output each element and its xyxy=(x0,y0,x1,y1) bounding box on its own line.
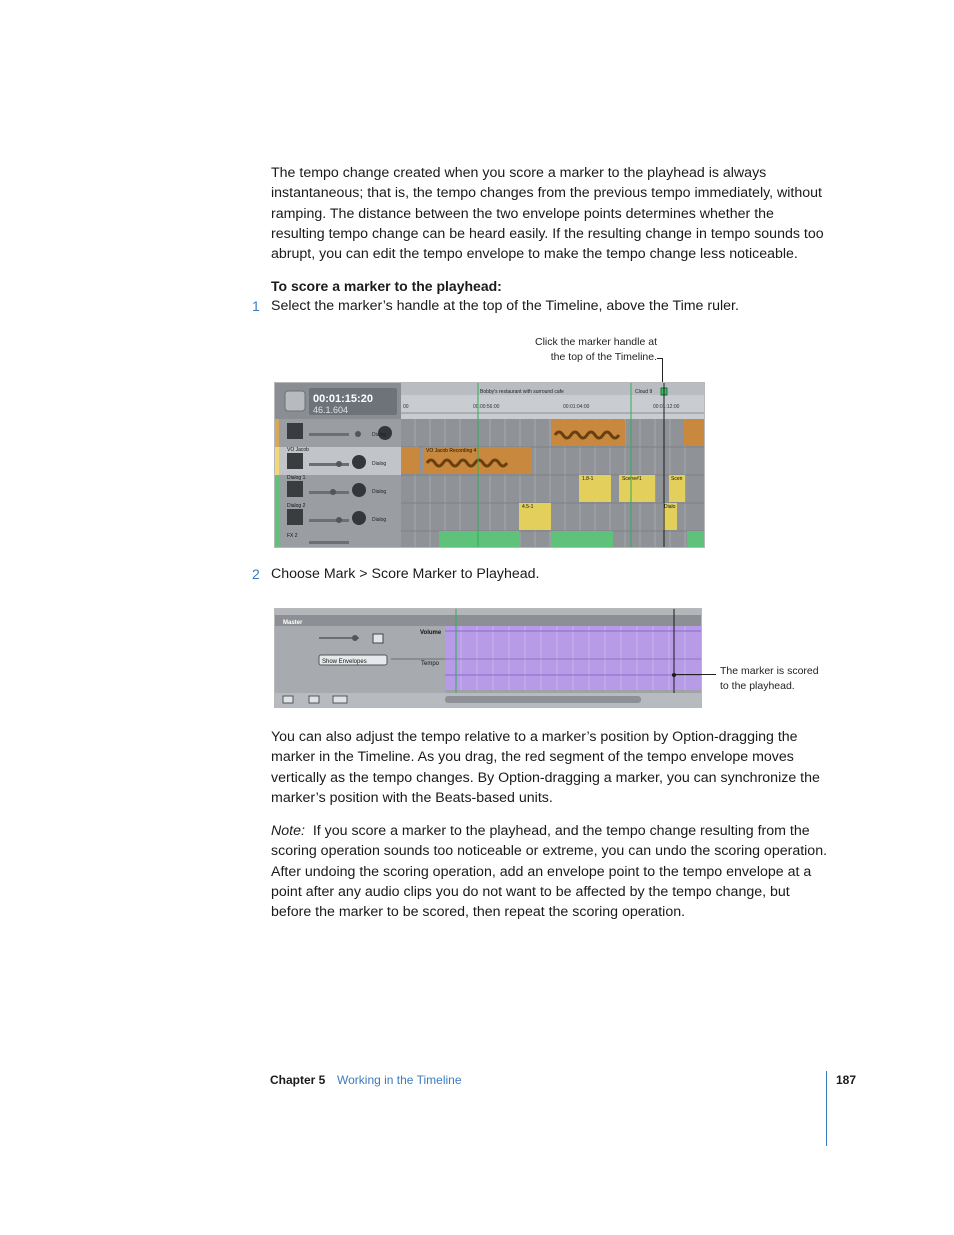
clip-label: Scen xyxy=(671,476,683,482)
intro-paragraph: The tempo change created when you score a marker to the playhead is always instantaneous; that is, the tempo changes from the previous tempo immediately, without ramping. The distance between the two envelope points determines whether the resulting tempo change can be heard easily. If the resulting change in tempo sounds too abrupt, you can edit the tempo envelope to make the tempo change less noticeable. xyxy=(271,165,824,263)
page-number: 187 xyxy=(836,1073,857,1087)
timeline-figure xyxy=(275,383,704,547)
toolbar-button[interactable] xyxy=(309,696,319,703)
track-label: Dialog xyxy=(372,517,387,523)
clip-label: VO Jacob Recording 4 xyxy=(426,448,477,454)
task-heading: To score a marker to the playhead: xyxy=(271,278,502,294)
master-track-screenshot xyxy=(274,608,702,708)
show-envelopes-label: Show Envelopes xyxy=(322,659,367,665)
horizontal-scrollbar[interactable] xyxy=(445,696,641,703)
volume-label: Volume xyxy=(420,630,442,636)
toolbar-button[interactable] xyxy=(283,696,293,703)
step-2-number: 2 xyxy=(252,566,260,582)
callout-leader xyxy=(674,674,716,675)
toolbar-button[interactable] xyxy=(333,696,347,703)
marker-label-2: Cloud 9 xyxy=(635,389,653,395)
footer-chapter: Chapter 5 xyxy=(270,1073,326,1087)
callout-line: the top of the Timeline. xyxy=(550,351,657,363)
note-label: Note: xyxy=(271,823,305,839)
step-1-text: Select the marker’s handle at the top of the Timeline, above the Time ruler. xyxy=(271,298,739,314)
master-figure xyxy=(275,609,701,707)
callout-line: to the playhead. xyxy=(720,680,795,692)
track-label: Dialog xyxy=(372,461,387,467)
marker-label-1: Bobby's restaurant with surround cafe xyxy=(480,389,564,395)
timecode-readout: 00:01:15:20 xyxy=(313,393,373,405)
track-name: Dialog 2 xyxy=(287,503,306,509)
tempo-label: Tempo xyxy=(421,661,440,667)
track-label: Dialog xyxy=(372,432,387,438)
track-label: Dialog xyxy=(372,489,387,495)
audio-clip[interactable] xyxy=(401,447,419,474)
callout-marker-scored xyxy=(720,664,840,694)
beats-readout: 46.1.604 xyxy=(313,405,349,415)
step-1-number: 1 xyxy=(252,298,260,314)
clip-label: Scene#1 xyxy=(622,476,642,482)
callout-marker-handle xyxy=(520,335,657,365)
callout-line: The marker is scored xyxy=(720,665,819,677)
clip-label: 1.8-1 xyxy=(582,476,594,482)
ruler-label: 00 xyxy=(403,404,409,410)
ruler-label: 00:01:04:00 xyxy=(563,404,590,410)
audio-clip[interactable] xyxy=(684,420,704,446)
footer-chapter-title: Working in the Timeline xyxy=(337,1073,462,1087)
master-header: Master xyxy=(283,620,303,626)
track-name: Dialog 1 xyxy=(287,475,306,481)
ruler-label: 00:01:12:00 xyxy=(653,404,680,410)
clip-label: 4.5-1 xyxy=(522,504,534,510)
note-text: If you score a marker to the playhead, and the tempo change resulting from the scoring operation sounds too noticeable or extreme, you can undo the scoring operation. After undoing the scoring operation, add an envelope point to the tempo envelope at a point after any audio clips you do not want to be affected by the tempo change, but before the marker to be scored, then repeat the scoring operation. xyxy=(271,823,828,921)
body-paragraph: You can also adjust the tempo relative to a marker’s position by Option-dragging the marker in the Timeline. As you drag, the red segment of the tempo envelope moves vertically as the tempo changes. By Option-dragging a marker, you can synchronize the marker’s position with the Beats-based units. xyxy=(271,729,820,806)
footer-rule xyxy=(826,1071,827,1146)
callout-line: Click the marker handle at xyxy=(535,336,657,348)
clip-label: Dialo xyxy=(664,504,676,510)
audio-clip[interactable] xyxy=(439,531,519,547)
track-name: FX 2 xyxy=(287,533,298,539)
audio-clip[interactable] xyxy=(551,531,613,547)
note-paragraph xyxy=(271,821,831,922)
step-2-text: Choose Mark > Score Marker to Playhead. xyxy=(271,566,540,582)
audio-clip[interactable] xyxy=(687,531,704,547)
track-name: VO Jacob xyxy=(287,447,309,453)
ruler-label: 00:00:56:00 xyxy=(473,404,500,410)
timeline-screenshot xyxy=(274,382,705,548)
